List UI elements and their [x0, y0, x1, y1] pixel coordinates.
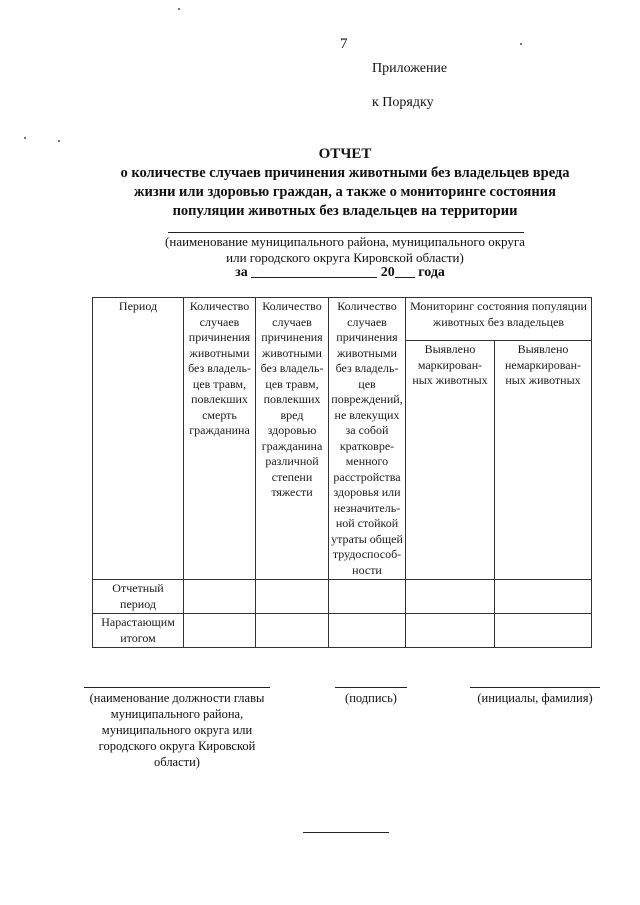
position-caption: (наименование должности главы муниципального района, муниципального округа или городского округа Кировской области) — [89, 691, 265, 769]
signature-position-block — [84, 687, 270, 770]
appendix-line-2: к Порядку — [372, 95, 434, 110]
initials-line — [470, 687, 600, 688]
table-row — [93, 614, 592, 648]
initials-caption: (инициалы, фамилия) — [477, 691, 593, 705]
header-monitoring: Мониторинг состояния популяции животных без владельцев — [406, 298, 592, 341]
header-minor-injuries: Количество случаев причинения животными без владель-цев повреждений, не влекущих за собой кратковре-менного расстройства здоровья или незначитель-ной стойкой утраты общей трудоспособ-ности — [329, 298, 406, 580]
header-marked-animals: Выявлено маркирован-ных животных — [406, 341, 495, 580]
table-cell[interactable] — [406, 580, 495, 614]
signature-block — [335, 687, 407, 706]
period-prefix: за — [235, 265, 248, 280]
signature-line — [335, 687, 407, 688]
report-period-line — [160, 263, 520, 281]
period-blank — [251, 263, 377, 278]
scan-speck — [24, 137, 26, 139]
report-table — [92, 297, 592, 648]
row-label-reporting-period: Отчетный период — [93, 580, 184, 614]
position-line — [84, 687, 270, 688]
appendix-line-1: Приложение — [372, 61, 448, 76]
report-title — [60, 145, 630, 221]
signature-caption: (подпись) — [345, 691, 397, 705]
territory-caption-line-1: (наименование муниципального района, муниципального округа — [165, 234, 525, 249]
year-prefix: 20 — [380, 265, 395, 280]
table-cell[interactable] — [184, 580, 256, 614]
report-title-line-2: жизни или здоровью граждан, а также о мониторинге состояния — [134, 184, 556, 200]
scan-speck — [58, 140, 60, 142]
table-cell[interactable] — [495, 614, 592, 648]
table-cell[interactable] — [329, 580, 406, 614]
report-heading: ОТЧЕТ — [318, 146, 372, 162]
table-row — [93, 580, 592, 614]
bottom-divider — [303, 832, 389, 833]
table-cell[interactable] — [329, 614, 406, 648]
table-header-row — [93, 298, 592, 341]
territory-caption-line-2: или городского округа Кировской области) — [226, 250, 464, 265]
header-deaths: Количество случаев причинения животными без владель-цев травм, повлекших смерть гражданина — [184, 298, 256, 580]
table-cell[interactable] — [406, 614, 495, 648]
scan-speck — [520, 43, 522, 45]
report-title-line-3: популяции животных без владельцев на территории — [172, 203, 518, 219]
territory-caption — [150, 234, 540, 266]
table-cell[interactable] — [184, 614, 256, 648]
header-unmarked-animals: Выявлено немаркирован-ных животных — [495, 341, 592, 580]
table-cell[interactable] — [495, 580, 592, 614]
appendix-note — [372, 60, 447, 112]
report-title-line-1: о количестве случаев причинения животными без владельцев вреда — [120, 165, 570, 181]
territory-name-line — [168, 232, 524, 233]
scan-speck — [178, 8, 180, 10]
table-cell[interactable] — [256, 614, 329, 648]
table-cell[interactable] — [256, 580, 329, 614]
page-number: 7 — [340, 36, 348, 52]
header-period: Период — [93, 298, 184, 580]
initials-block — [470, 687, 600, 706]
row-label-cumulative: Нарастающим итогом — [93, 614, 184, 648]
header-health-harm: Количество случаев причинения животными без владель-цев травм, повлекших вред здоровью гражданина различной степени тяжести — [256, 298, 329, 580]
period-suffix: года — [418, 265, 445, 280]
year-blank — [395, 263, 415, 278]
